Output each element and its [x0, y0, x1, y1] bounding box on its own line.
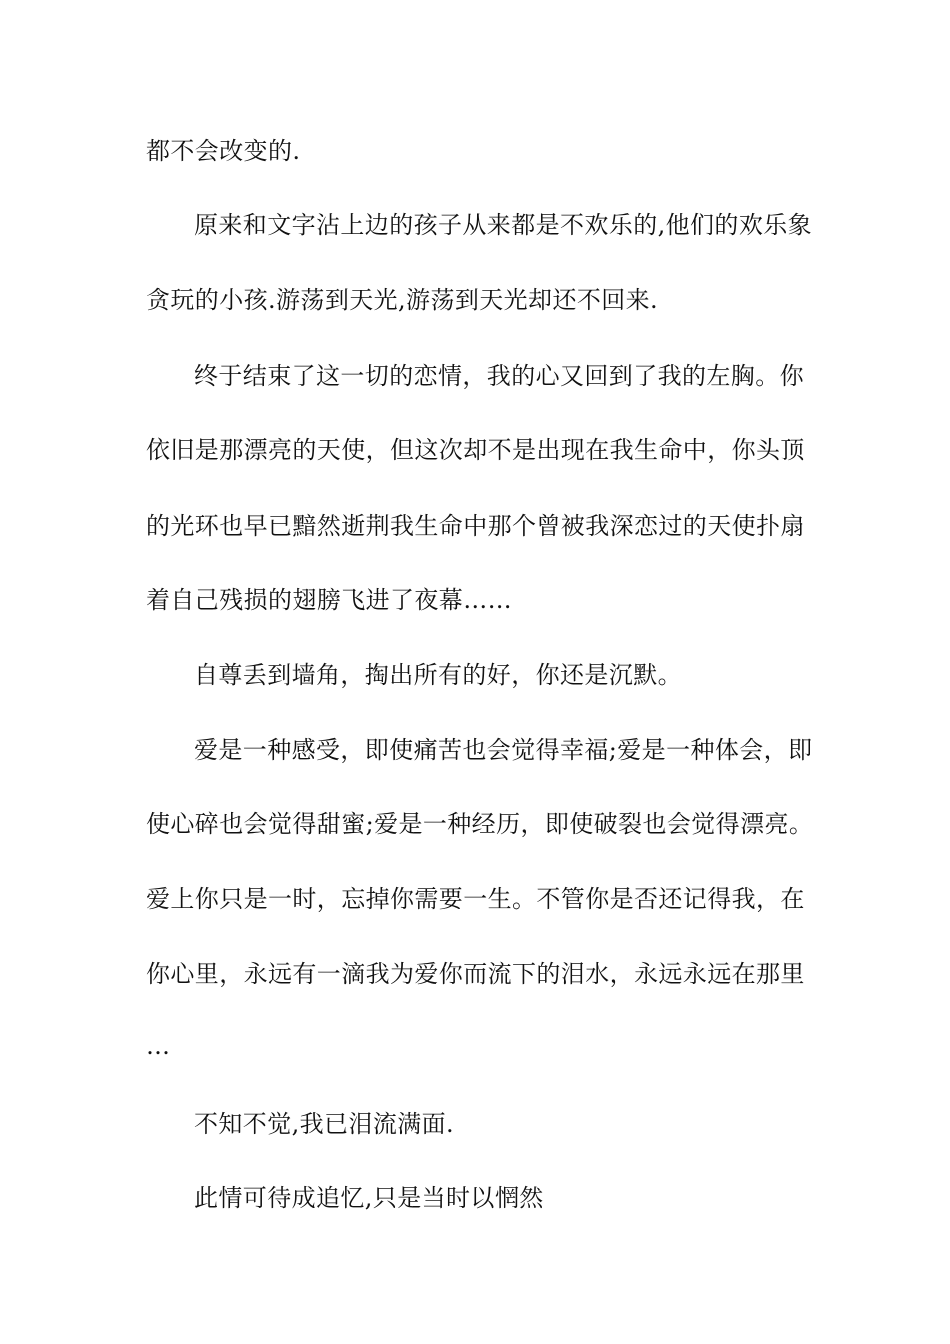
text-line: 终于结束了这一切的恋情，我的心又回到了我的左胸。你	[194, 362, 804, 390]
text-line: 爱上你只是一时，忘掉你需要一生。不管你是否还记得我，在	[146, 885, 805, 913]
text-line: 自尊丢到墙角，掏出所有的好，你还是沉默。	[194, 661, 682, 689]
text-line: 的光环也早已黯然逝荆我生命中那个曾被我深恋过的天使扑扇	[146, 512, 805, 540]
text-line: 都不会改变的.	[146, 137, 301, 165]
text-line: …	[146, 1032, 171, 1060]
text-line: 爱是一种感受，即使痛苦也会觉得幸福;爱是一种体会，即	[194, 736, 813, 764]
text-line: 着自己残损的翅膀飞进了夜幕……	[146, 586, 512, 614]
text-line: 使心碎也会觉得甜蜜;爱是一种经历，即使破裂也会觉得漂亮。	[146, 810, 814, 838]
text-line: 依旧是那漂亮的天使，但这次却不是出现在我生命中，你头顶	[146, 436, 805, 464]
text-line: 原来和文字沾上边的孩子从来都是不欢乐的,他们的欢乐象	[194, 211, 813, 239]
text-line: 此情可待成追忆,只是当时以惘然	[194, 1184, 544, 1212]
text-line: 贪玩的小孩.游荡到天光,游荡到天光却还不回来.	[146, 286, 659, 314]
text-line: 不知不觉,我已泪流满面.	[194, 1110, 455, 1138]
text-line: 你心里，永远有一滴我为爱你而流下的泪水，永远永远在那里	[146, 960, 805, 988]
